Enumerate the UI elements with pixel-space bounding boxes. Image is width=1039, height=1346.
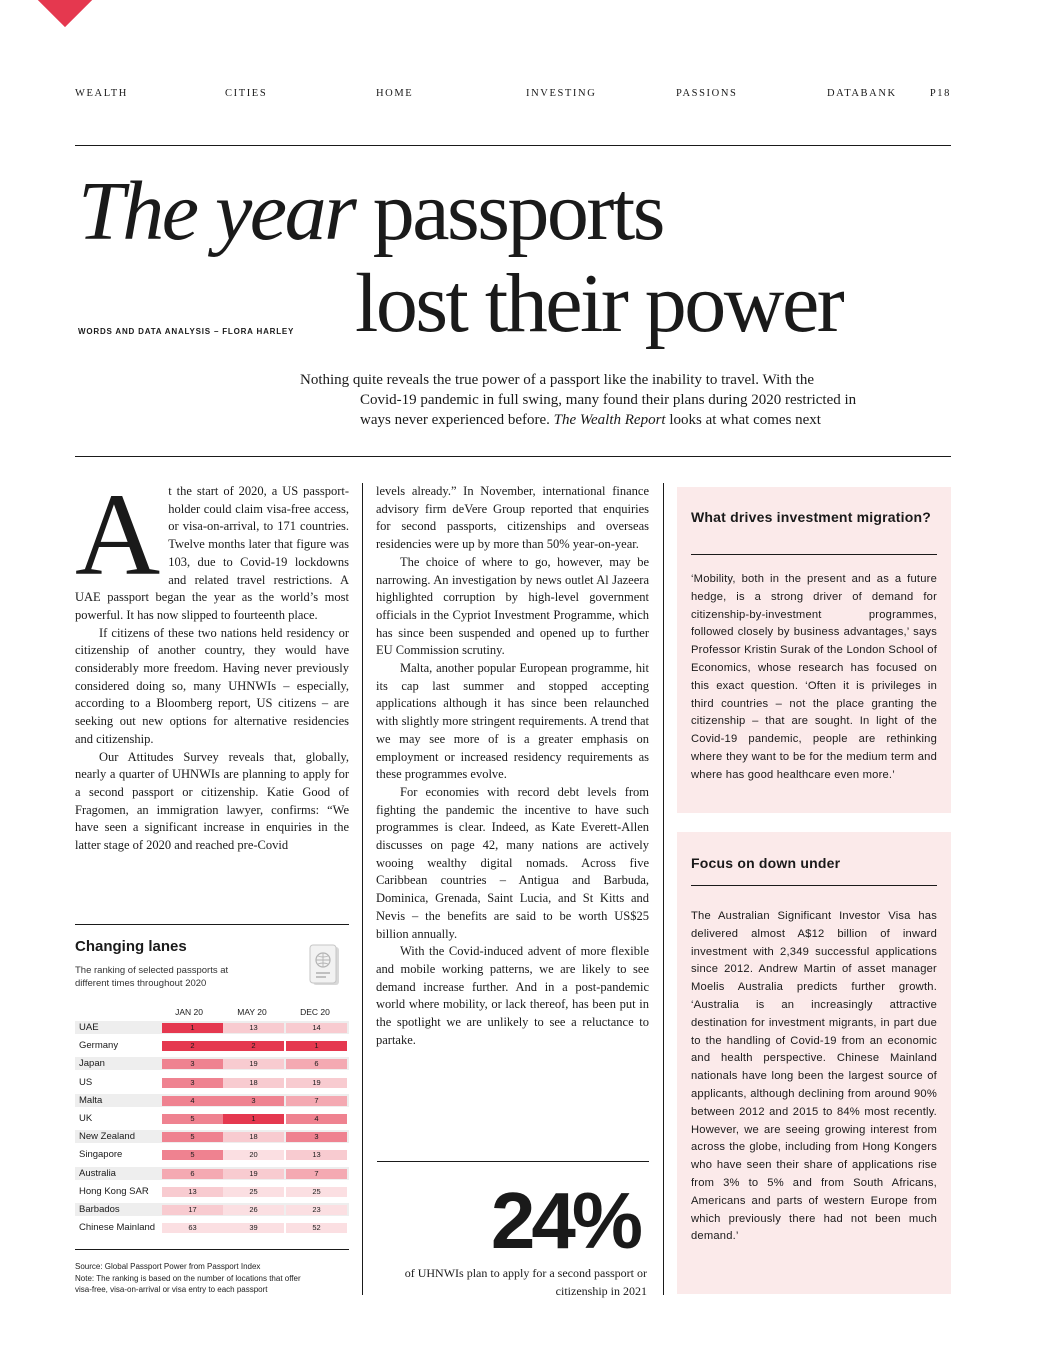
source-line: Source: Global Passport Power from Passport Index [75,1262,261,1271]
standfirst-line-2: Covid-19 pandemic in full swing, many found their plans during 2020 restricted in [360,392,857,408]
rank-cell: 52 [286,1223,347,1233]
row-country: UK [79,1113,93,1124]
nav-item-investing[interactable]: INVESTING [526,88,597,99]
note-line: Note: The ranking is based on the number of locations that offer [75,1273,301,1283]
table-row [75,1076,349,1089]
headline-rest: passports [354,165,663,258]
table-row [75,1057,349,1070]
standfirst-rule [75,456,951,457]
panel-title: What drives investment migration? [691,509,931,525]
rank-cell: 18 [223,1078,284,1088]
rank-cell: 63 [162,1223,223,1233]
panel-rule [691,885,937,886]
nav-item-cities[interactable]: CITIES [225,88,268,99]
row-country: Japan [79,1058,105,1070]
table-top-rule [75,924,349,925]
rank-cell: 17 [162,1205,223,1215]
rank-cell: 3 [162,1078,223,1088]
rank-cell: 2 [223,1041,284,1051]
paragraph: levels already.” In November, international finance advisory firm deVere Group reported that enquiries for second passports, citizenships and overseas residencies were up by more than 50% year-on-year. [376,484,649,552]
stat-rule [377,1161,649,1162]
paragraph: If citizens of these two nations held residency or citizenship of another country, they would have considerably more freedom. Having never previously considered doing so, many UHNWIs – especially, according to a Bloomberg report, US citizens – are seeking out new options for alternative residencies and citizenship. [75,625,349,746]
nav-item-databank[interactable]: DATABANK [827,88,897,99]
row-country: Barbados [79,1204,120,1215]
rank-cell: 1 [223,1114,284,1124]
table-subtitle: The ranking of selected passports at different times throughout 2020 [75,965,229,989]
rank-cell: 3 [223,1096,284,1106]
article-column-1 [75,469,349,855]
table-row [75,1148,349,1161]
section-nav [75,88,951,100]
rank-cell: 5 [162,1114,223,1124]
table-title: Changing lanes [75,938,187,955]
article-column-2 [376,483,649,1050]
row-country: US [79,1076,93,1088]
passport-icon [308,943,342,987]
byline: WORDS AND DATA ANALYSIS – FLORA HARLEY [78,327,295,336]
rank-cell: 1 [286,1041,347,1051]
table-row [75,1112,349,1125]
rank-cell: 25 [223,1187,284,1197]
rank-cell: 13 [223,1023,284,1033]
rank-cell: 39 [223,1223,284,1233]
panel-title: Focus on down under [691,855,841,871]
rank-cell: 7 [286,1096,347,1106]
column-divider [362,483,363,1295]
headline-italic: The year [78,165,355,258]
paragraph: t the start of 2020, a US passport-holder could claim visa-free access, or visa-on-arrival, to 171 countries. Twelve months later that figure was 103, due to Covid-19 lockdowns and related travel restrictions. A UAE passport began the year as the world’s most powerful. It has now slipped to fourteenth place. [75,484,349,622]
standfirst-line-1: Nothing quite reveals the true power of a passport like the inability to travel. With the [300,372,814,388]
page-number: P18 [929,88,951,99]
rank-cell: 19 [223,1059,284,1069]
rank-cell: 23 [286,1205,347,1215]
column-header: DEC 20 [300,1007,330,1017]
corner-accent-triangle [27,0,103,27]
paragraph: Our Attitudes Survey reveals that, globally, nearly a quarter of UHNWIs are planning to apply for a second passport or citizenship. Katie Good of Fragomen, an immigration lawyer, confirms: “We have seen a significant increase in enquiries in the latter stage of 2020 and reached pre-Covid [75,749,349,853]
row-country: Australia [79,1167,116,1179]
table-row [75,1039,349,1052]
rank-cell: 26 [223,1205,284,1215]
rank-cell: 14 [286,1023,347,1033]
rank-cell: 3 [286,1132,347,1142]
table-row [75,1094,349,1107]
rank-cell: 5 [162,1132,223,1142]
rank-cell: 7 [286,1169,347,1179]
panel-body: The Australian Significant Investor Visa has delivered almost A$12 billion of inward investment with 2,349 successful applications since 2012. Andrew Martin of asset manager Moelis Australia predicts further growth. ‘Australia is an increasingly attractive destination for investment migrants, in part due to the handling of Covid-19 from an economic and health perspective. Chinese Mainland nationals have long been the largest source of applicants, although declining from around 90% between 2012 and 2015 to 84% most recently. However, we are seeing growing interest from across the globe, including from Hong Kongers who have seen their share of applications rise from 3% to 5% and from South Africans, Americans and parts of western Europe from which previously there had not been much demand.’ [691,910,937,1243]
rank-cell: 19 [223,1169,284,1179]
sidebar-panel-down-under [677,832,951,1294]
rank-cell: 6 [162,1169,223,1179]
stat-value: 24% [490,1176,639,1265]
table-row [75,1203,349,1216]
sidebar-panel-drivers [677,487,951,813]
rank-cell: 13 [286,1150,347,1160]
rank-cell: 19 [286,1078,347,1088]
row-country: UAE [79,1022,99,1033]
row-country: Germany [79,1040,119,1052]
nav-item-passions[interactable]: PASSIONS [676,88,738,99]
rank-cell: 5 [162,1150,223,1160]
table-row [75,1021,349,1034]
headline-line-1 [78,165,663,258]
paragraph: Malta, another popular European programme, hit its cap last summer and stopped accepting applications although it has since been relaunched with slightly more stringent requirements. A trend that we may see more of is a greater emphasis on employment or increased residency requirements as these programmes evolve. [376,661,649,782]
nav-item-wealth[interactable]: WEALTH [75,88,128,99]
table-bottom-rule [75,1249,349,1250]
note-line: visa-free, visa-on-arrival or visa entry to each passport [75,1285,268,1294]
rank-cell: 4 [162,1096,223,1106]
nav-item-home[interactable]: HOME [376,88,414,99]
rank-cell: 20 [223,1150,284,1160]
table-row [75,1130,349,1143]
rank-cell: 2 [162,1041,223,1051]
row-country: New Zealand [79,1131,135,1143]
table-row [75,1167,349,1180]
table-row [75,1185,349,1198]
rank-cell: 6 [286,1059,347,1069]
rank-cell: 1 [162,1023,223,1033]
column-header: MAY 20 [237,1007,267,1017]
standfirst [300,370,930,430]
panel-rule [691,554,937,555]
rank-cell: 13 [162,1187,223,1197]
publication-name: The Wealth Report [553,412,666,428]
rank-cell: 25 [286,1187,347,1197]
panel-body: ‘Mobility, both in the present and as a future hedge, is a strong driver of demand for citizenship-by-investment programmes, followed closely by business advantages,’ says Professor Kristin Surak of the London School of Economics, whose research has focused on this exact question. ‘Often it is privileges in third countries – not the place granting the citizenship – that are sought. In light of the Covid-19 pandemic, people are rethinking where they want to be for the medium term and where has good healthcare even more.’ [691,573,937,781]
headline-line-2: lost their power [355,257,843,350]
standfirst-line-3: ways never experienced before. The Wealth Report looks at what comes next [360,412,821,428]
rank-cell: 18 [223,1132,284,1142]
drop-cap: A [75,469,161,600]
table-source [75,1261,301,1296]
row-country: Malta [79,1094,103,1106]
row-country: Hong Kong SAR [79,1185,149,1197]
column-divider [663,483,664,1295]
paragraph: The choice of where to go, however, may be narrowing. An investigation by news outlet Al Jazeera highlighted corruption by high-level government officials in the Cypriot Investment Programme, which has since been suspended and opened up to further EU Commission scrutiny. [376,554,649,658]
row-country: Singapore [79,1149,123,1161]
column-header: JAN 20 [175,1007,203,1017]
row-country: Chinese Mainland [79,1222,156,1234]
paragraph: For economies with record debt levels from fighting the pandemic the incentive to have such programmes is clear. Indeed, as Kate Everett-Allen discusses on page 42, many nations are actively wooing wealthy digital nomads. Across five Caribbean countries – Antigua and Barbuda, Dominica, Grenada, Saint Lucia, and St Kitts and Nevis – the benefits are said to be worth US$25 billion annually. [376,784,649,941]
stat-caption: of UHNWIs plan to apply for a second passport or citizenship in 2021 [404,1266,647,1298]
paragraph: With the Covid-induced advent of more flexible and mobile working patterns, we are likely to see demand increase further. And in a post-pandemic world where mobility, or lack thereof, has been put in the spotlight we are unlikely to see a reluctance to partake. [376,944,649,1047]
rank-cell: 3 [162,1059,223,1069]
table-row [75,1221,349,1234]
rank-cell: 4 [286,1114,347,1124]
header-rule [75,145,951,146]
